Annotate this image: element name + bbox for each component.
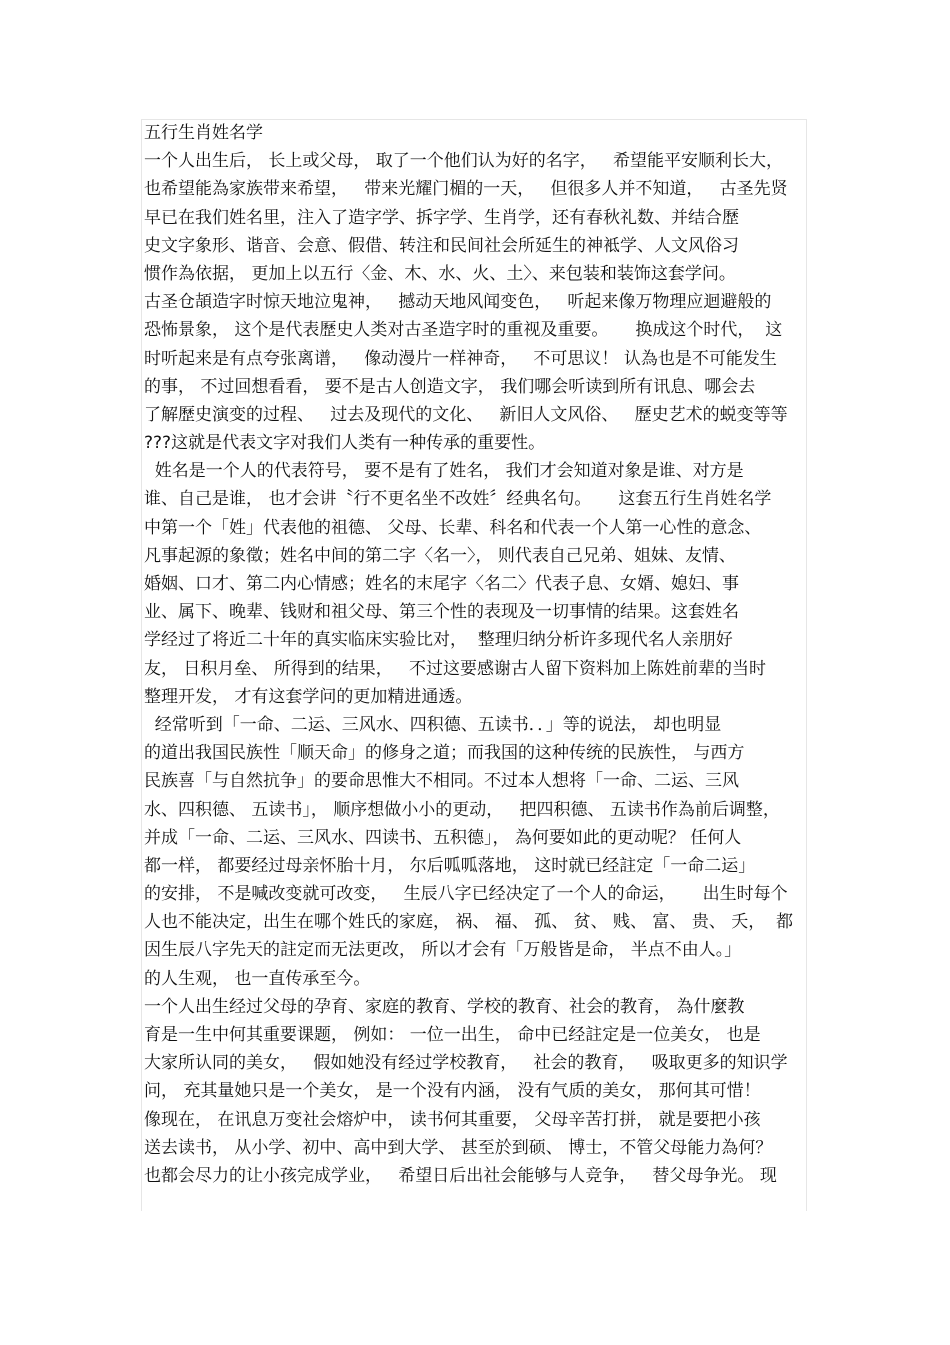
text-line: 大家所认同的美女， 假如她没有经过学校教育， 社会的教育， 吸取更多的知识学	[144, 1053, 788, 1074]
text-line: 也都会尽力的让小孩完成学业， 希望日后出社会能够与人竞争， 替父母争光。 现	[144, 1165, 777, 1186]
text-line: 时听起来是有点夸张离谱， 像动漫片一样神奇， 不可思议！ 认為也是不可能发生	[144, 348, 777, 369]
text-line: 都一样， 都要经过母亲怀胎十月， 尔后呱呱落地， 这时就已经註定「一命二运」	[144, 855, 756, 876]
text-line: 经常听到「一命、二运、三风水、四积德、五读书．．」等的说法， 却也明显	[144, 714, 722, 735]
text-line: 凡事起源的象徵；姓名中间的第二字〈名一〉， 则代表自己兄弟、姐妹、友情、	[144, 545, 736, 566]
text-line: 古圣仓頡造字时惊天地泣鬼神， 撼动天地风闻变色， 听起来像万物理应迴避般的	[144, 292, 772, 313]
text-line: 民族喜「与自然抗争」的要命思惟大不相同。不过本人想将「一命、二运、三风	[144, 771, 739, 792]
text-line: 一个人出生经过父母的孕育、家庭的教育、学校的教育、社会的教育， 為什麼教	[144, 996, 745, 1017]
text-line: 史文字象形、谐音、会意、假借、转注和民间社会所延生的神袛学、人文风俗习	[144, 235, 739, 256]
text-line: 的人生观， 也一直传承至今。	[144, 968, 371, 989]
text-line: 学经过了将近二十年的真实临床实验比对， 整理归纳分析许多现代名人亲朋好	[144, 630, 733, 651]
text-line: 婚姻、口才、第二内心情感；姓名的末尾字〈名二〉代表子息、女婿、媳妇、事	[144, 574, 739, 594]
text-line: 育是一生中何其重要课题， 例如： 一位一出生， 命中已经註定是一位美女， 也是	[144, 1025, 761, 1045]
text-line: 姓名是一个人的代表符号， 要不是有了姓名， 我们才会知道对象是谁、对方是	[144, 461, 744, 482]
text-line: 的事， 不过回想看看， 要不是古人创造文字， 我们哪会听读到所有讯息、哪会去	[144, 376, 756, 397]
text-line: 业、属下、晚辈、钱财和祖父母、第三个性的表现及一切事情的结果。这套姓名	[144, 602, 739, 623]
text-line: 也希望能為家族带来希望， 带来光耀门楣的一天， 但很多人并不知道， 古圣先贤	[144, 179, 788, 200]
document-body	[144, 119, 808, 1190]
text-line: 像现在， 在讯息万变社会熔炉中， 读书何其重要， 父母辛苦打拼， 就是要把小孩	[144, 1109, 761, 1130]
text-line: 送去读书， 从小学、初中、高中到大学、 甚至於到硕、 博士，不管父母能力為何？	[144, 1137, 773, 1158]
text-line: 中第一个「姓」代表他的祖德、 父母、长辈、科名和代表一个人第一心性的意念、	[144, 517, 762, 538]
text-line: 了解歷史演变的过程、 过去及现代的文化、 新旧人文风俗、 歷史艺术的蜕变等等	[144, 404, 788, 425]
text-line: 问， 充其量她只是一个美女， 是一个没有内涵， 没有气质的美女， 那何其可惜！	[144, 1081, 761, 1102]
text-line: 惯作為依据， 更加上以五行〈金、木、水、火、土〉、来包装和装饰这套学问。	[144, 263, 736, 284]
text-line: 友， 日积月垒、 所得到的结果， 不过这要感谢古人留下资料加上陈姓前辈的当时	[144, 658, 767, 679]
text-line: 因生辰八字先天的註定而无法更改， 所以才会有「万般皆是命， 半点不由人。」	[144, 940, 742, 961]
document-title: 五行生肖姓名学	[144, 123, 263, 143]
text-line: 水、四积德、 五读书」， 顺序想做小小的更动， 把四积德、 五读书作為前后调整，	[144, 799, 780, 820]
text-line: 谁、自己是谁， 也才会讲〝行不更名坐不改姓〞经典名句。 这套五行生肖姓名学	[144, 489, 772, 510]
text-line: ???这就是代表文字对我们人类有一种传承的重要性。	[144, 433, 546, 454]
text-line: 的安排， 不是喊改变就可改变， 生辰八字已经决定了一个人的命运， 出生时每个	[144, 884, 788, 905]
text-line: 恐怖景象， 这个是代表歷史人类对古圣造字时的重视及重要。 换成这个时代， 这	[144, 320, 783, 341]
text-line: 整理开发， 才有这套学问的更加精进通透。	[144, 686, 473, 707]
text-line: 并成「一命、二运、三风水、四读书、五积德」， 為何要如此的更动呢？ 任何人	[144, 827, 742, 848]
text-line: 一个人出生后， 长上或父母， 取了一个他们认为好的名字， 希望能平安顺利长大，	[144, 151, 784, 172]
text-line: 人也不能决定，出生在哪个姓氏的家庭， 祸、 福、 孤、 贫、 贱、 富、 贵、 夭， 都	[144, 912, 794, 933]
text-line: 早已在我们姓名里，注入了造字学、拆字学、生肖学，还有春秋礼数、并结合歷	[144, 207, 739, 228]
text-line: 的道出我国民族性「顺天命」的修身之道；而我国的这种传统的民族性， 与西方	[144, 743, 745, 764]
